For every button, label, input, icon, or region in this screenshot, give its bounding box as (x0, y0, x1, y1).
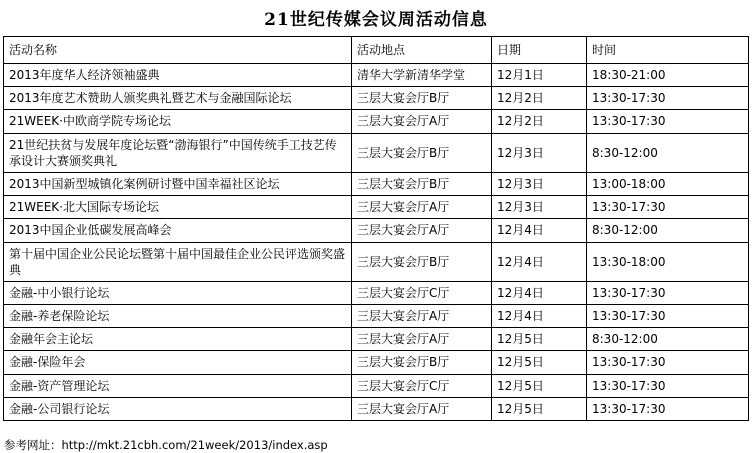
cell-date: 12月3日 (492, 172, 587, 195)
cell-date: 12月3日 (492, 133, 587, 172)
table-row (4, 133, 749, 172)
cell-name: 2013中国企业低碳发展高峰会 (4, 219, 352, 242)
cell-name: 2013年度华人经济领袖盛典 (4, 64, 352, 87)
table-row (4, 351, 749, 374)
cell-place: 三层大宴会厅A厅 (352, 305, 492, 328)
table-row (4, 87, 749, 110)
column-header-place: 活动地点 (352, 37, 492, 64)
cell-date: 12月5日 (492, 397, 587, 420)
cell-place: 三层大宴会厅A厅 (352, 110, 492, 133)
activity-table (3, 36, 749, 421)
cell-place: 三层大宴会厅A厅 (352, 397, 492, 420)
cell-place: 清华大学新清华学堂 (352, 64, 492, 87)
cell-date: 12月1日 (492, 64, 587, 87)
cell-date: 12月2日 (492, 87, 587, 110)
table-header-row (4, 37, 749, 64)
table-row (4, 397, 749, 420)
cell-date: 12月5日 (492, 351, 587, 374)
cell-time: 8:30-12:00 (587, 219, 749, 242)
cell-date: 12月4日 (492, 305, 587, 328)
cell-place: 三层大宴会厅A厅 (352, 219, 492, 242)
cell-time: 13:30-17:30 (587, 281, 749, 304)
cell-date: 12月5日 (492, 374, 587, 397)
cell-date: 12月4日 (492, 219, 587, 242)
cell-name: 金融-养老保险论坛 (4, 305, 352, 328)
cell-name: 金融-保险年会 (4, 351, 352, 374)
cell-time: 13:30-17:30 (587, 305, 749, 328)
table-row (4, 110, 749, 133)
cell-name: 金融年会主论坛 (4, 328, 352, 351)
cell-name: 金融-中小银行论坛 (4, 281, 352, 304)
cell-date: 12月2日 (492, 110, 587, 133)
table-row (4, 328, 749, 351)
cell-time: 13:30-17:30 (587, 87, 749, 110)
cell-name: 21WEEK·中欧商学院专场论坛 (4, 110, 352, 133)
reference-url-note: 参考网址：http://mkt.21cbh.com/21week/2013/index.asp (4, 438, 328, 452)
cell-name: 21WEEK·北大国际专场论坛 (4, 196, 352, 219)
table-row (4, 374, 749, 397)
cell-place: 三层大宴会厅B厅 (352, 87, 492, 110)
column-header-date: 日期 (492, 37, 587, 64)
table-row (4, 305, 749, 328)
cell-name: 金融-资产管理论坛 (4, 374, 352, 397)
cell-time: 18:30-21:00 (587, 64, 749, 87)
cell-time: 13:30-17:30 (587, 351, 749, 374)
cell-date: 12月4日 (492, 242, 587, 281)
table-row (4, 196, 749, 219)
cell-time: 13:30-17:30 (587, 196, 749, 219)
table-row (4, 242, 749, 281)
table-row (4, 281, 749, 304)
cell-time: 8:30-12:00 (587, 328, 749, 351)
cell-date: 12月3日 (492, 196, 587, 219)
table-row (4, 64, 749, 87)
cell-place: 三层大宴会厅B厅 (352, 242, 492, 281)
cell-time: 8:30-12:00 (587, 133, 749, 172)
cell-date: 12月4日 (492, 281, 587, 304)
cell-place: 三层大宴会厅C厅 (352, 281, 492, 304)
table-body (4, 64, 749, 421)
table-header (4, 37, 749, 64)
column-header-time: 时间 (587, 37, 749, 64)
cell-place: 三层大宴会厅C厅 (352, 374, 492, 397)
cell-time: 13:30-18:00 (587, 242, 749, 281)
table-row (4, 219, 749, 242)
cell-name: 2013年度艺术赞助人颁奖典礼暨艺术与金融国际论坛 (4, 87, 352, 110)
page-title: 21世纪传媒会议周活动信息 (264, 10, 488, 30)
cell-place: 三层大宴会厅A厅 (352, 328, 492, 351)
cell-name: 第十届中国企业公民论坛暨第十届中国最佳企业公民评选颁奖盛典 (4, 242, 352, 281)
cell-place: 三层大宴会厅B厅 (352, 172, 492, 195)
cell-place: 三层大宴会厅B厅 (352, 133, 492, 172)
cell-time: 13:30-17:30 (587, 397, 749, 420)
cell-name: 2013中国新型城镇化案例研讨暨中国幸福社区论坛 (4, 172, 352, 195)
cell-date: 12月5日 (492, 328, 587, 351)
cell-name: 金融-公司银行论坛 (4, 397, 352, 420)
column-header-name: 活动名称 (4, 37, 352, 64)
cell-time: 13:30-17:30 (587, 374, 749, 397)
cell-time: 13:00-18:00 (587, 172, 749, 195)
cell-name: 21世纪扶贫与发展年度论坛暨“渤海银行”中国传统手工技艺传承设计大赛颁奖典礼 (4, 133, 352, 172)
cell-time: 13:30-17:30 (587, 110, 749, 133)
cell-place: 三层大宴会厅B厅 (352, 351, 492, 374)
table-row (4, 172, 749, 195)
cell-place: 三层大宴会厅A厅 (352, 196, 492, 219)
